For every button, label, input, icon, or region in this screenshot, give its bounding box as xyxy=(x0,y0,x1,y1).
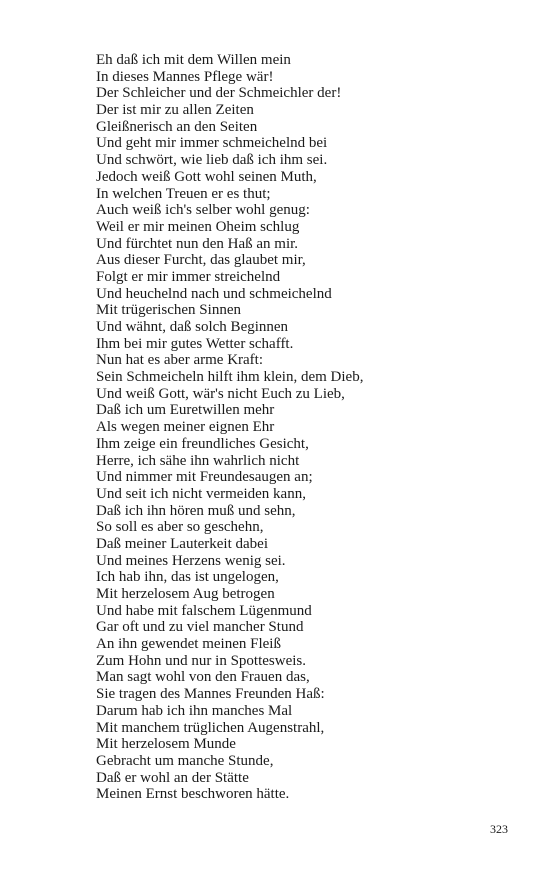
poem-line: An ihn gewendet meinen Fleiß xyxy=(96,636,281,653)
poem-line: Mit herzelosem Munde xyxy=(96,736,236,753)
page-number: 323 xyxy=(490,822,508,836)
poem-line: Und nimmer mit Freundesaugen an; xyxy=(96,469,313,486)
poem-text xyxy=(96,52,516,803)
poem-line: Ihm bei mir gutes Wetter schafft. xyxy=(96,335,294,352)
poem-line: Und geht mir immer schmeichelnd bei xyxy=(96,135,328,152)
poem-line: Gar oft und zu viel mancher Stund xyxy=(96,619,304,636)
poem-line: Jedoch weiß Gott wohl seinen Muth, xyxy=(96,168,317,185)
poem-line: Und schwört, wie lieb daß ich ihm sei. xyxy=(96,152,328,169)
poem-line: Und meines Herzens wenig sei. xyxy=(96,552,286,569)
poem-line: Darum hab ich ihn manches Mal xyxy=(96,702,293,719)
poem-line: Folgt er mir immer streichelnd xyxy=(96,268,281,285)
poem-line: Nun hat es aber arme Kraft: xyxy=(96,352,264,369)
poem-line: In dieses Mannes Pflege wär! xyxy=(96,68,274,85)
poem-line: In welchen Treuen er es thut; xyxy=(96,185,271,202)
poem-line: Sie tragen des Mannes Freunden Haß: xyxy=(96,686,325,703)
poem-line: Und weiß Gott, wär's nicht Euch zu Lieb, xyxy=(96,385,345,402)
poem-line: Ich hab ihn, das ist ungelogen, xyxy=(96,569,279,586)
poem-line: So soll es aber so geschehn, xyxy=(96,519,264,536)
poem-line: Aus dieser Furcht, das glaubet mir, xyxy=(96,252,306,269)
poem-line: Gleißnerisch an den Seiten xyxy=(96,118,258,135)
poem-line: Der Schleicher und der Schmeichler der! xyxy=(96,85,342,102)
poem-line: Und wähnt, daß solch Beginnen xyxy=(96,319,289,335)
poem-line: Daß meiner Lauterkeit dabei xyxy=(96,535,269,552)
poem-line: Und heuchelnd nach und schmeichelnd xyxy=(96,285,332,302)
poem-line: Mit herzelosem Aug betrogen xyxy=(96,586,275,602)
poem-line: Daß ich um Euretwillen mehr xyxy=(96,402,275,419)
poem-line: Zum Hohn und nur in Spottesweis. xyxy=(96,652,306,669)
poem-line: Auch weiß ich's selber wohl genug: xyxy=(96,202,310,219)
poem-line: Mit trügerischen Sinnen xyxy=(96,302,241,319)
poem-line: Der ist mir zu allen Zeiten xyxy=(96,102,254,119)
poem-line: Man sagt wohl von den Frauen das, xyxy=(96,669,310,686)
poem-line: Und habe mit falschem Lügenmund xyxy=(96,602,312,619)
poem-line: Und seit ich nicht vermeiden kann, xyxy=(96,485,306,502)
poem-line: Und fürchtet nun den Haß an mir. xyxy=(96,235,299,252)
poem-line: Weil er mir meinen Oheim schlug xyxy=(96,218,300,235)
poem-line: Daß er wohl an der Stätte xyxy=(96,769,249,786)
poem-line: Herre, ich sähe ihn wahrlich nicht xyxy=(96,452,300,469)
poem-line: Gebracht um manche Stunde, xyxy=(96,752,274,769)
poem-line: Sein Schmeicheln hilft ihm klein, dem Dieb, xyxy=(96,369,364,386)
poem-line: Mit manchem trüglichen Augenstrahl, xyxy=(96,719,325,736)
poem-line: Ihm zeige ein freundliches Gesicht, xyxy=(96,435,309,452)
poem-line: Eh daß ich mit dem Willen mein xyxy=(96,52,291,68)
poem-line: Daß ich ihn hören muß und sehn, xyxy=(96,502,296,519)
poem-line: Meinen Ernst beschworen hätte. xyxy=(96,786,290,803)
poem-line: Als wegen meiner eignen Ehr xyxy=(96,419,275,436)
